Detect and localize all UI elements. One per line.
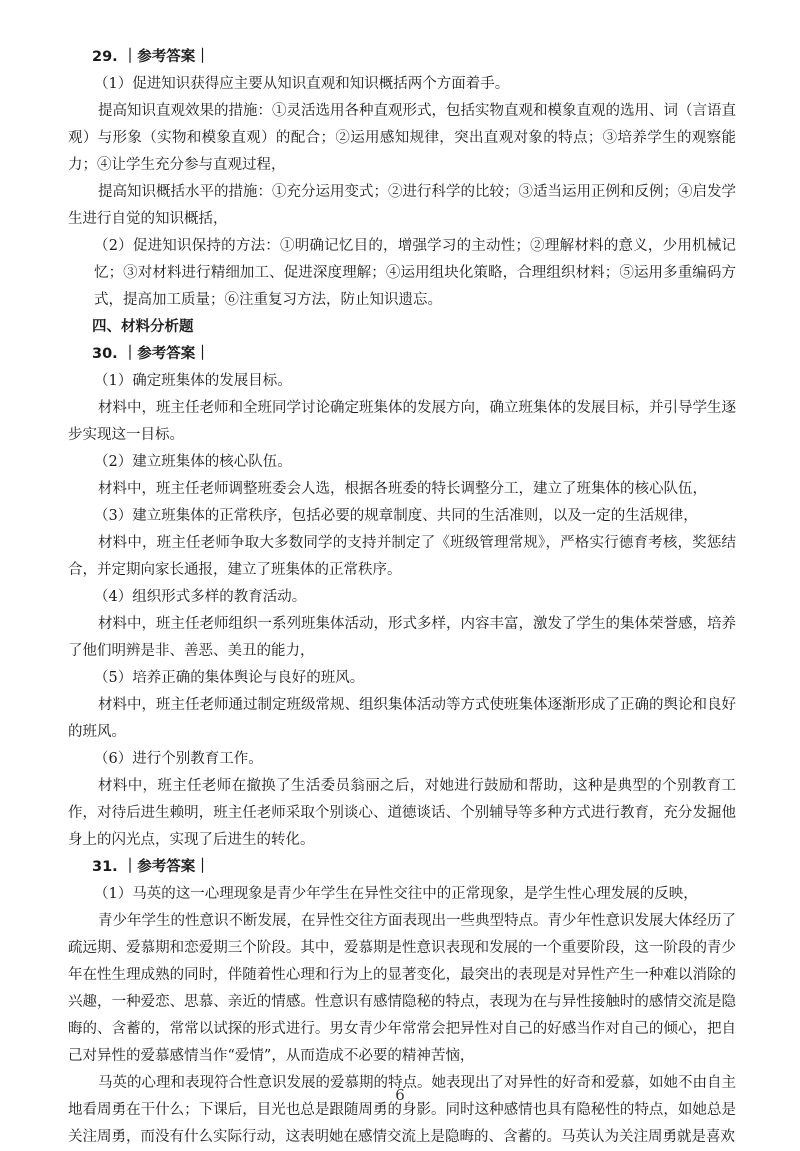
answer-paragraph: 青少年学生的性意识不断发展，在异性交往方面表现出一些典型特点。青少年性意识发展大体经历了疏远期、爱慕期和恋爱期三个阶段。其中，爱慕期是性意识表现和发展的一个重要阶段，这一阶段的青少年在性生理成熟的同时，伴随着性心理和行为上的显著变化，最突出的表现是对异性产生一种难以消除的兴趣，一种爱恋、思慕、亲近的情感。性意识有感情隐秘的特点，表现为在与异性接触时的感情交流是隐晦的、含蓄的，常常以试探的形式进行。男女青少年常常会把异性对自己的好感当作对自己的倾心，把自己对异性的爱慕感情当作“爱情”，从而造成不必要的精神苦恼， [68, 913, 736, 1064]
document-page [68, 44, 736, 1151]
answer-item: （2）建立班集体的核心队伍。 [94, 454, 292, 470]
answer-item: （1）马英的这一心理现象是青少年学生在异性交往中的正常现象，是学生性心理发展的反映， [94, 886, 698, 902]
answer-paragraph: 材料中，班主任老师通过制定班级常规、组织集体活动等方式使班集体逐渐形成了正确的舆论和良好的班风。 [68, 697, 736, 740]
answer-paragraph: 材料中，班主任老师组织一系列班集体活动，形式多样，内容丰富，激发了学生的集体荣誉感，培养了他们明辨是非、善恶、美丑的能力， [68, 616, 736, 659]
answer-heading-30: 30. ｜参考答案｜ [92, 346, 210, 362]
answer-paragraph: 材料中，班主任老师调整班委会人选，根据各班委的特长调整分工，建立了班集体的核心队伍， [98, 481, 707, 497]
answer-heading-29: 29. ｜参考答案｜ [92, 49, 210, 65]
answer-paragraph: 材料中，班主任老师争取大多数同学的支持并制定了《班级管理常规》，严格实行德育考核，奖惩结合，并定期向家长通报，建立了班集体的正常秩序。 [68, 535, 736, 578]
answer-item: （5）培养正确的集体舆论与良好的班风。 [94, 670, 365, 686]
answer-paragraph: 提高知识直观效果的措施：①灵活选用各种直观形式，包括实物直观和模象直观的选用、词（言语直观）与形象（实物和模象直观）的配合；②运用感知规律，突出直观对象的特点；③培养学生的观察能力；④让学生充分参与直观过程， [68, 103, 736, 173]
answer-paragraph: 提高知识概括水平的措施：①充分运用变式；②进行科学的比较；③适当运用正例和反例；④启发学生进行自觉的知识概括， [68, 184, 736, 227]
section-heading: 四、材料分析题 [92, 319, 194, 335]
answer-heading-31: 31. ｜参考答案｜ [92, 859, 210, 875]
answer-item: （3）建立班集体的正常秩序，包括必要的规章制度、共同的生活准则，以及一定的生活规律， [94, 508, 698, 524]
answer-item: （4）组织形式多样的教育活动。 [94, 589, 307, 605]
answer-item: （1）确定班集体的发展目标。 [94, 373, 292, 389]
answer-paragraph: 马英的心理和表现符合性意识发展的爱慕期的特点。她表现出了对异性的好奇和爱慕，如她不由自主地看周勇在干什么；下课后，目光也总是跟随周勇的身影。同时这种感情也具有隐秘性的特点，如她总是关注周勇，而没有什么实际行动，这表明她在感情交流上是隐晦的、含蓄的。马英认为关注周勇就是喜欢 [68, 1075, 736, 1145]
page-number: 6 [395, 1086, 405, 1104]
answer-paragraph: 材料中，班主任老师在撤换了生活委员翁丽之后，对她进行鼓励和帮助，这种是典型的个别教育工作，对待后进生赖明，班主任老师采取个别谈心、道德谈话、个别辅导等多种方式进行教育，充分发掘他身上的闪光点，实现了后进生的转化。 [68, 778, 736, 848]
answer-item: （1）促进知识获得应主要从知识直观和知识概括两个方面着手。 [94, 76, 510, 92]
answer-item: （2）促进知识保持的方法：①明确记忆目的，增强学习的主动性；②理解材料的意义，少用机械记忆；③对材料进行精细加工、促进深度理解；④运用组块化策略，合理组织材料；⑤运用多重编码方式，提高加工质量；⑥注重复习方法，防止知识遗忘。 [94, 238, 736, 308]
answer-paragraph: 材料中，班主任老师和全班同学讨论确定班集体的发展方向，确立班集体的发展目标，并引导学生逐步实现这一目标。 [68, 400, 736, 443]
answer-item: （6）进行个别教育工作。 [94, 751, 263, 767]
